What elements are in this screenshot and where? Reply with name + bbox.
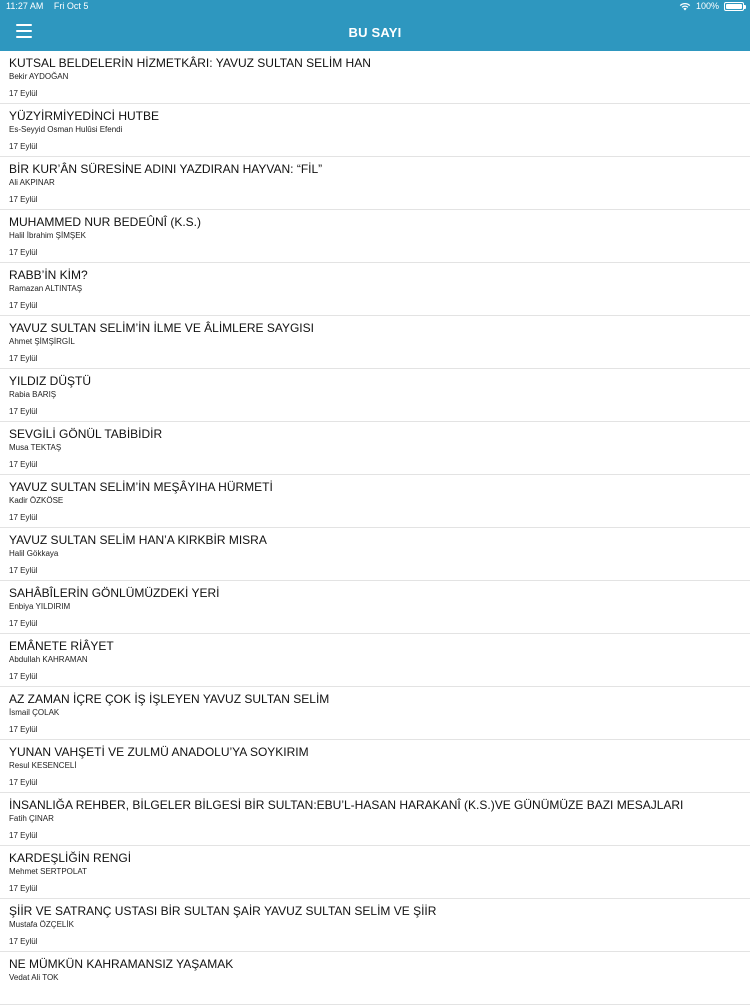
article-title: YAVUZ SULTAN SELİM HAN’A KIRKBİR MISRA <box>9 533 267 547</box>
article-list-item[interactable] <box>0 210 750 263</box>
article-date: 17 Eylül <box>9 566 38 575</box>
hamburger-menu-icon[interactable] <box>16 24 32 38</box>
article-date: 17 Eylül <box>9 195 38 204</box>
article-list-item[interactable] <box>0 528 750 581</box>
article-list-item[interactable] <box>0 51 750 104</box>
article-author: Bekir AYDOĞAN <box>9 72 69 81</box>
article-list-item[interactable] <box>0 846 750 899</box>
article-title: İNSANLIĞA REHBER, BİLGELER BİLGESİ BİR SULTAN:EBU’L-HASAN HARAKANÎ (K.S.)VE GÜNÜMÜZE BAZI MESAJLARI <box>9 798 684 812</box>
article-title: NE MÜMKÜN KAHRAMANSIZ YAŞAMAK <box>9 957 234 971</box>
status-bar <box>0 0 750 13</box>
article-author: Fatih ÇINAR <box>9 814 54 823</box>
article-date: 17 Eylül <box>9 831 38 840</box>
article-title: MUHAMMED NUR BEDEÛNÎ (K.S.) <box>9 215 202 229</box>
battery-icon <box>724 2 744 11</box>
article-title: RABB’İN KİM? <box>9 268 88 282</box>
page-title: BU SAYI <box>348 24 402 40</box>
menu-line <box>16 36 32 38</box>
article-list-item[interactable] <box>0 687 750 740</box>
status-date: Fri Oct 5 <box>53 1 89 11</box>
menu-line <box>16 24 32 26</box>
article-list-item[interactable] <box>0 157 750 210</box>
article-title: YILDIZ DÜŞTÜ <box>9 374 92 388</box>
article-date: 17 Eylül <box>9 248 38 257</box>
article-title: KARDEŞLİĞİN RENGİ <box>9 851 132 865</box>
status-right <box>679 0 744 13</box>
article-list-item[interactable] <box>0 899 750 952</box>
article-date: 17 Eylül <box>9 937 38 946</box>
article-list-item[interactable] <box>0 793 750 846</box>
article-date: 17 Eylül <box>9 301 38 310</box>
article-list-item[interactable] <box>0 369 750 422</box>
article-title: YÜZYİRMİYEDİNCİ HUTBE <box>9 109 160 123</box>
article-date: 17 Eylül <box>9 513 38 522</box>
nav-bar <box>0 13 750 51</box>
app-header <box>0 0 750 51</box>
menu-line <box>16 30 32 32</box>
article-author: Vedat Ali TOK <box>9 973 59 982</box>
article-title: YAVUZ SULTAN SELİM’İN MEŞÂYIHA HÜRMETİ <box>9 480 273 494</box>
article-title: AZ ZAMAN İÇRE ÇOK İŞ İŞLEYEN YAVUZ SULTAN SELİM <box>9 692 330 706</box>
article-author: Ahmet ŞİMŞİRGİL <box>9 337 75 346</box>
article-author: Halil Gökkaya <box>9 549 59 558</box>
wifi-icon <box>679 2 691 11</box>
article-list <box>0 51 750 1005</box>
article-list-item[interactable] <box>0 104 750 157</box>
article-date: 17 Eylül <box>9 619 38 628</box>
article-list-item[interactable] <box>0 952 750 1005</box>
article-author: Ali AKPINAR <box>9 178 55 187</box>
article-list-item[interactable] <box>0 263 750 316</box>
article-list-item[interactable] <box>0 422 750 475</box>
article-date: 17 Eylül <box>9 89 38 98</box>
article-title: YUNAN VAHŞETİ VE ZULMÜ ANADOLU’YA SOYKIRIM <box>9 745 309 759</box>
article-date: 17 Eylül <box>9 354 38 363</box>
article-title: SEVGİLİ GÖNÜL TABİBİDİR <box>9 427 163 441</box>
article-author: Resul KESENCELİ <box>9 761 77 770</box>
article-author: Musa TEKTAŞ <box>9 443 62 452</box>
battery-percent: 100% <box>695 1 719 11</box>
article-date: 17 Eylül <box>9 778 38 787</box>
article-date: 17 Eylül <box>9 672 38 681</box>
article-author: Rabia BARIŞ <box>9 390 57 399</box>
article-author: Mehmet SERTPOLAT <box>9 867 87 876</box>
article-date: 17 Eylül <box>9 142 38 151</box>
article-date: 17 Eylül <box>9 460 38 469</box>
article-title: EMÂNETE RİÂYET <box>9 639 114 653</box>
article-author: Mustafa ÖZÇELİK <box>9 920 74 929</box>
status-left <box>6 0 96 13</box>
article-date: 17 Eylül <box>9 884 38 893</box>
article-date: 17 Eylül <box>9 725 38 734</box>
article-author: Es-Seyyid Osman Hulûsi Efendi <box>9 125 123 134</box>
article-title: BİR KUR’ÂN SÜRESİNE ADINI YAZDIRAN HAYVAN: “FİL” <box>9 162 323 176</box>
article-list-item[interactable] <box>0 634 750 687</box>
article-list-item[interactable] <box>0 316 750 369</box>
article-list-item[interactable] <box>0 740 750 793</box>
article-date: 17 Eylül <box>9 407 38 416</box>
article-title: YAVUZ SULTAN SELİM’İN İLME VE ÂLİMLERE SAYGISI <box>9 321 314 335</box>
status-time: 11:27 AM <box>6 1 44 11</box>
article-author: Abdullah KAHRAMAN <box>9 655 88 664</box>
article-title: ŞİİR VE SATRANÇ USTASI BİR SULTAN ŞAİR YAVUZ SULTAN SELİM VE ŞİİR <box>9 904 437 918</box>
article-title: KUTSAL BELDELERİN HİZMETKÂRI: YAVUZ SULTAN SELİM HAN <box>9 56 371 70</box>
article-author: Enbiya YILDIRIM <box>9 602 71 611</box>
article-author: Kadir ÖZKÖSE <box>9 496 64 505</box>
article-author: İsmail ÇOLAK <box>9 708 60 717</box>
article-author: Ramazan ALTINTAŞ <box>9 284 83 293</box>
battery-level <box>726 4 742 9</box>
article-list-item[interactable] <box>0 581 750 634</box>
article-list-item[interactable] <box>0 475 750 528</box>
article-author: Halil İbrahim ŞİMŞEK <box>9 231 86 240</box>
article-title: SAHÂBÎLERİN GÖNLÜMÜZDEKİ YERİ <box>9 586 220 600</box>
